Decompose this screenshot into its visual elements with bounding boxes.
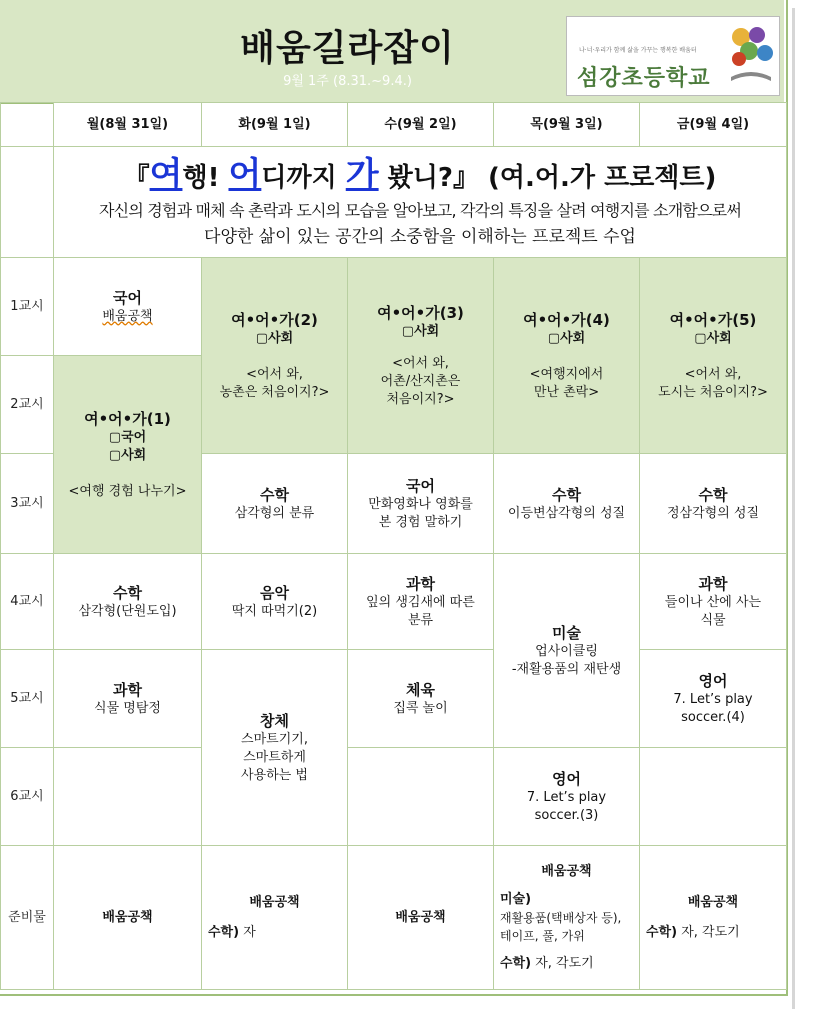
mon-period-6 — [54, 748, 202, 846]
wed-period-6 — [348, 748, 494, 846]
checkbox-social: ▢사회 — [108, 447, 147, 463]
note: 정삼각형의 성질 — [666, 505, 760, 521]
note: <여행지에서 — [529, 366, 604, 382]
note: -재활용품의 재탄생 — [511, 661, 622, 677]
big-letter-2: 어 — [228, 154, 262, 195]
note: 도시는 처음이지?> — [658, 384, 768, 400]
project-suffix: (여.어.가 프로젝트) — [478, 162, 717, 193]
big-letter-1: 여 — [149, 154, 183, 195]
fri-prep — [640, 846, 787, 990]
note: 잎의 생김새에 따른 — [366, 594, 475, 610]
tue-period-3 — [202, 454, 348, 554]
period-label-3: 3교시 — [1, 454, 54, 554]
school-name: 섬강초등학교 — [577, 66, 711, 91]
prep-math — [496, 955, 637, 973]
corner-cell — [1, 103, 54, 147]
note: 집콕 놀이 — [393, 700, 448, 716]
period-label-6: 6교시 — [1, 748, 54, 846]
prep-math-label: 수학) — [500, 955, 532, 971]
note: 스마트하게 — [243, 749, 306, 765]
checkbox-social: ▢사회 — [694, 330, 732, 346]
wed-period-5 — [348, 650, 494, 748]
subject: 수학 — [260, 485, 289, 504]
mon-prep — [54, 846, 202, 990]
prep-item: 배움공책 — [395, 909, 446, 925]
tue-period-5-6 — [202, 650, 348, 846]
mon-period-2-3 — [54, 356, 202, 554]
note: 7. Let’s play — [673, 691, 753, 707]
note: 만난 촌락> — [533, 384, 600, 400]
subject: 창체 — [260, 711, 289, 730]
note: <어서 와, — [246, 366, 303, 382]
title-part-3: 봤니?』 — [378, 162, 479, 193]
prep-row — [1, 846, 787, 990]
note: 어촌/산지촌은 — [380, 373, 461, 389]
note: 본 경험 말하기 — [378, 514, 463, 530]
fri-period-1-2 — [640, 258, 787, 454]
note: 처음이지?> — [386, 391, 455, 407]
prep-math-label: 수학) — [208, 924, 240, 940]
project-banner — [54, 147, 787, 258]
day-thursday: 목(9월 3일) — [494, 103, 640, 147]
note: 딱지 따먹기(2) — [231, 603, 318, 619]
prep-art-label: 미술) — [500, 891, 532, 907]
note: 업사이클링 — [535, 643, 598, 659]
page-title: 배움길라잡이 — [240, 28, 455, 69]
day-tuesday: 화(9월 1일) — [202, 103, 348, 147]
note: 배움공책 — [102, 308, 153, 324]
subject: 여•어•가(2) — [231, 310, 318, 329]
prep-math-item: 자, 각도기 — [677, 924, 740, 940]
note: 식물 명탐정 — [94, 700, 161, 716]
note: 농촌은 처음이지?> — [219, 384, 330, 400]
mon-period-5 — [54, 650, 202, 748]
wed-prep — [348, 846, 494, 990]
project-description-2: 다양한 삶이 있는 공간의 소중함을 이해하는 프로젝트 수업 — [204, 226, 636, 247]
subject: 음악 — [260, 583, 289, 602]
note: 분류 — [407, 612, 434, 628]
prep-title: 배움공책 — [687, 894, 739, 910]
school-tagline: 나·너·우리가 함께 삶을 가꾸는 행복한 배움터 — [579, 47, 697, 54]
prep-math-item: 자 — [239, 924, 256, 940]
mon-period-1 — [54, 258, 202, 356]
subject: 영어 — [698, 671, 728, 690]
subject: 과학 — [406, 574, 435, 593]
subject: 여•어•가(4) — [523, 310, 610, 329]
note: 스마트기기, — [241, 731, 308, 747]
prep-math — [204, 924, 345, 942]
period-row-1 — [1, 258, 787, 356]
project-row — [1, 147, 787, 258]
fri-period-6 — [640, 748, 787, 846]
period-label-1: 1교시 — [1, 258, 54, 356]
note: 삼각형의 분류 — [234, 505, 315, 521]
note: 사용하는 법 — [241, 767, 308, 783]
note: <어서 와, — [392, 355, 449, 371]
thu-prep — [494, 846, 640, 990]
subject: 국어 — [406, 476, 435, 495]
note: 식물 — [700, 612, 726, 628]
mon-period-4 — [54, 554, 202, 650]
big-letter-3: 가 — [345, 154, 379, 195]
note: <여행 경험 나누기> — [68, 483, 187, 499]
thu-period-1-2 — [494, 258, 640, 454]
prep-title: 배움공책 — [249, 894, 300, 910]
prep-art-items: 재활용품(택배상자 등), — [500, 910, 622, 925]
subject: 과학 — [698, 574, 728, 593]
tue-period-4 — [202, 554, 348, 650]
subject: 수학 — [113, 583, 142, 602]
week-subtitle: 9월 1주 (8.31.~9.4.) — [283, 74, 412, 89]
note: 들이나 산에 사는 — [664, 594, 762, 610]
prep-label: 준비물 — [1, 846, 54, 990]
project-corner — [1, 147, 54, 258]
prep-item: 배움공책 — [102, 909, 153, 925]
thu-period-4-5 — [494, 554, 640, 748]
note: 이등변삼각형의 성질 — [507, 505, 626, 521]
checkbox-social: ▢사회 — [255, 330, 294, 346]
subject: 수학 — [552, 485, 581, 504]
title-part-2: 디까지 — [261, 162, 346, 193]
period-row-4 — [1, 554, 787, 650]
period-label-4: 4교시 — [1, 554, 54, 650]
subject: 여•어•가(1) — [84, 409, 171, 428]
period-label-2: 2교시 — [1, 356, 54, 454]
note: 7. Let’s play — [526, 789, 607, 805]
day-header-row — [1, 103, 787, 147]
wed-period-4 — [348, 554, 494, 650]
subject: 수학 — [698, 485, 728, 504]
fri-period-5 — [640, 650, 787, 748]
checkbox-social: ▢사회 — [401, 323, 440, 339]
note: 만화영화나 영화를 — [368, 496, 473, 512]
subject: 여•어•가(5) — [669, 310, 757, 329]
thu-period-3 — [494, 454, 640, 554]
prep-math-item: 자, 각도기 — [531, 955, 594, 971]
period-label-5: 5교시 — [1, 650, 54, 748]
day-friday: 금(9월 4일) — [640, 103, 787, 147]
subject: 영어 — [552, 769, 581, 788]
note: soccer.(4) — [681, 709, 745, 725]
subject: 체육 — [406, 680, 435, 699]
title-part-1: 행! — [182, 162, 229, 193]
checkbox-korean: ▢국어 — [108, 429, 147, 445]
project-description-1: 자신의 경험과 매체 속 촌락과 도시의 모습을 알아보고, 각각의 특징을 살려 여행지를 소개함으로써 — [99, 200, 741, 220]
header — [0, 0, 784, 104]
subject: 과학 — [113, 680, 142, 699]
period-row-6 — [1, 748, 787, 846]
project-title — [56, 155, 784, 198]
thu-period-6 — [494, 748, 640, 846]
prep-art-items: 테이프, 풀, 가위 — [500, 928, 585, 943]
timetable — [0, 102, 787, 990]
prep-title: 배움공책 — [541, 863, 592, 879]
school-emblem-icon — [727, 23, 775, 87]
tue-prep — [202, 846, 348, 990]
note: <어서 와, — [684, 366, 742, 382]
wed-period-1-2 — [348, 258, 494, 454]
checkbox-social: ▢사회 — [547, 330, 586, 346]
note: soccer.(3) — [534, 807, 599, 823]
wed-period-3 — [348, 454, 494, 554]
page-scrollbar[interactable] — [792, 8, 795, 1009]
prep-math — [642, 924, 784, 942]
note: 삼각형(단원도입) — [78, 603, 177, 619]
subject: 국어 — [113, 288, 142, 307]
tue-period-1-2 — [202, 258, 348, 454]
day-wednesday: 수(9월 2일) — [348, 103, 494, 147]
period-row-5 — [1, 650, 787, 748]
day-monday: 월(8월 31일) — [54, 103, 202, 147]
subject: 여•어•가(3) — [377, 303, 464, 322]
school-logo — [566, 16, 780, 96]
subject: 미술 — [552, 623, 581, 642]
prep-math-label: 수학) — [646, 924, 678, 940]
fri-period-3 — [640, 454, 787, 554]
bracket-open: 『 — [123, 162, 150, 193]
fri-period-4 — [640, 554, 787, 650]
